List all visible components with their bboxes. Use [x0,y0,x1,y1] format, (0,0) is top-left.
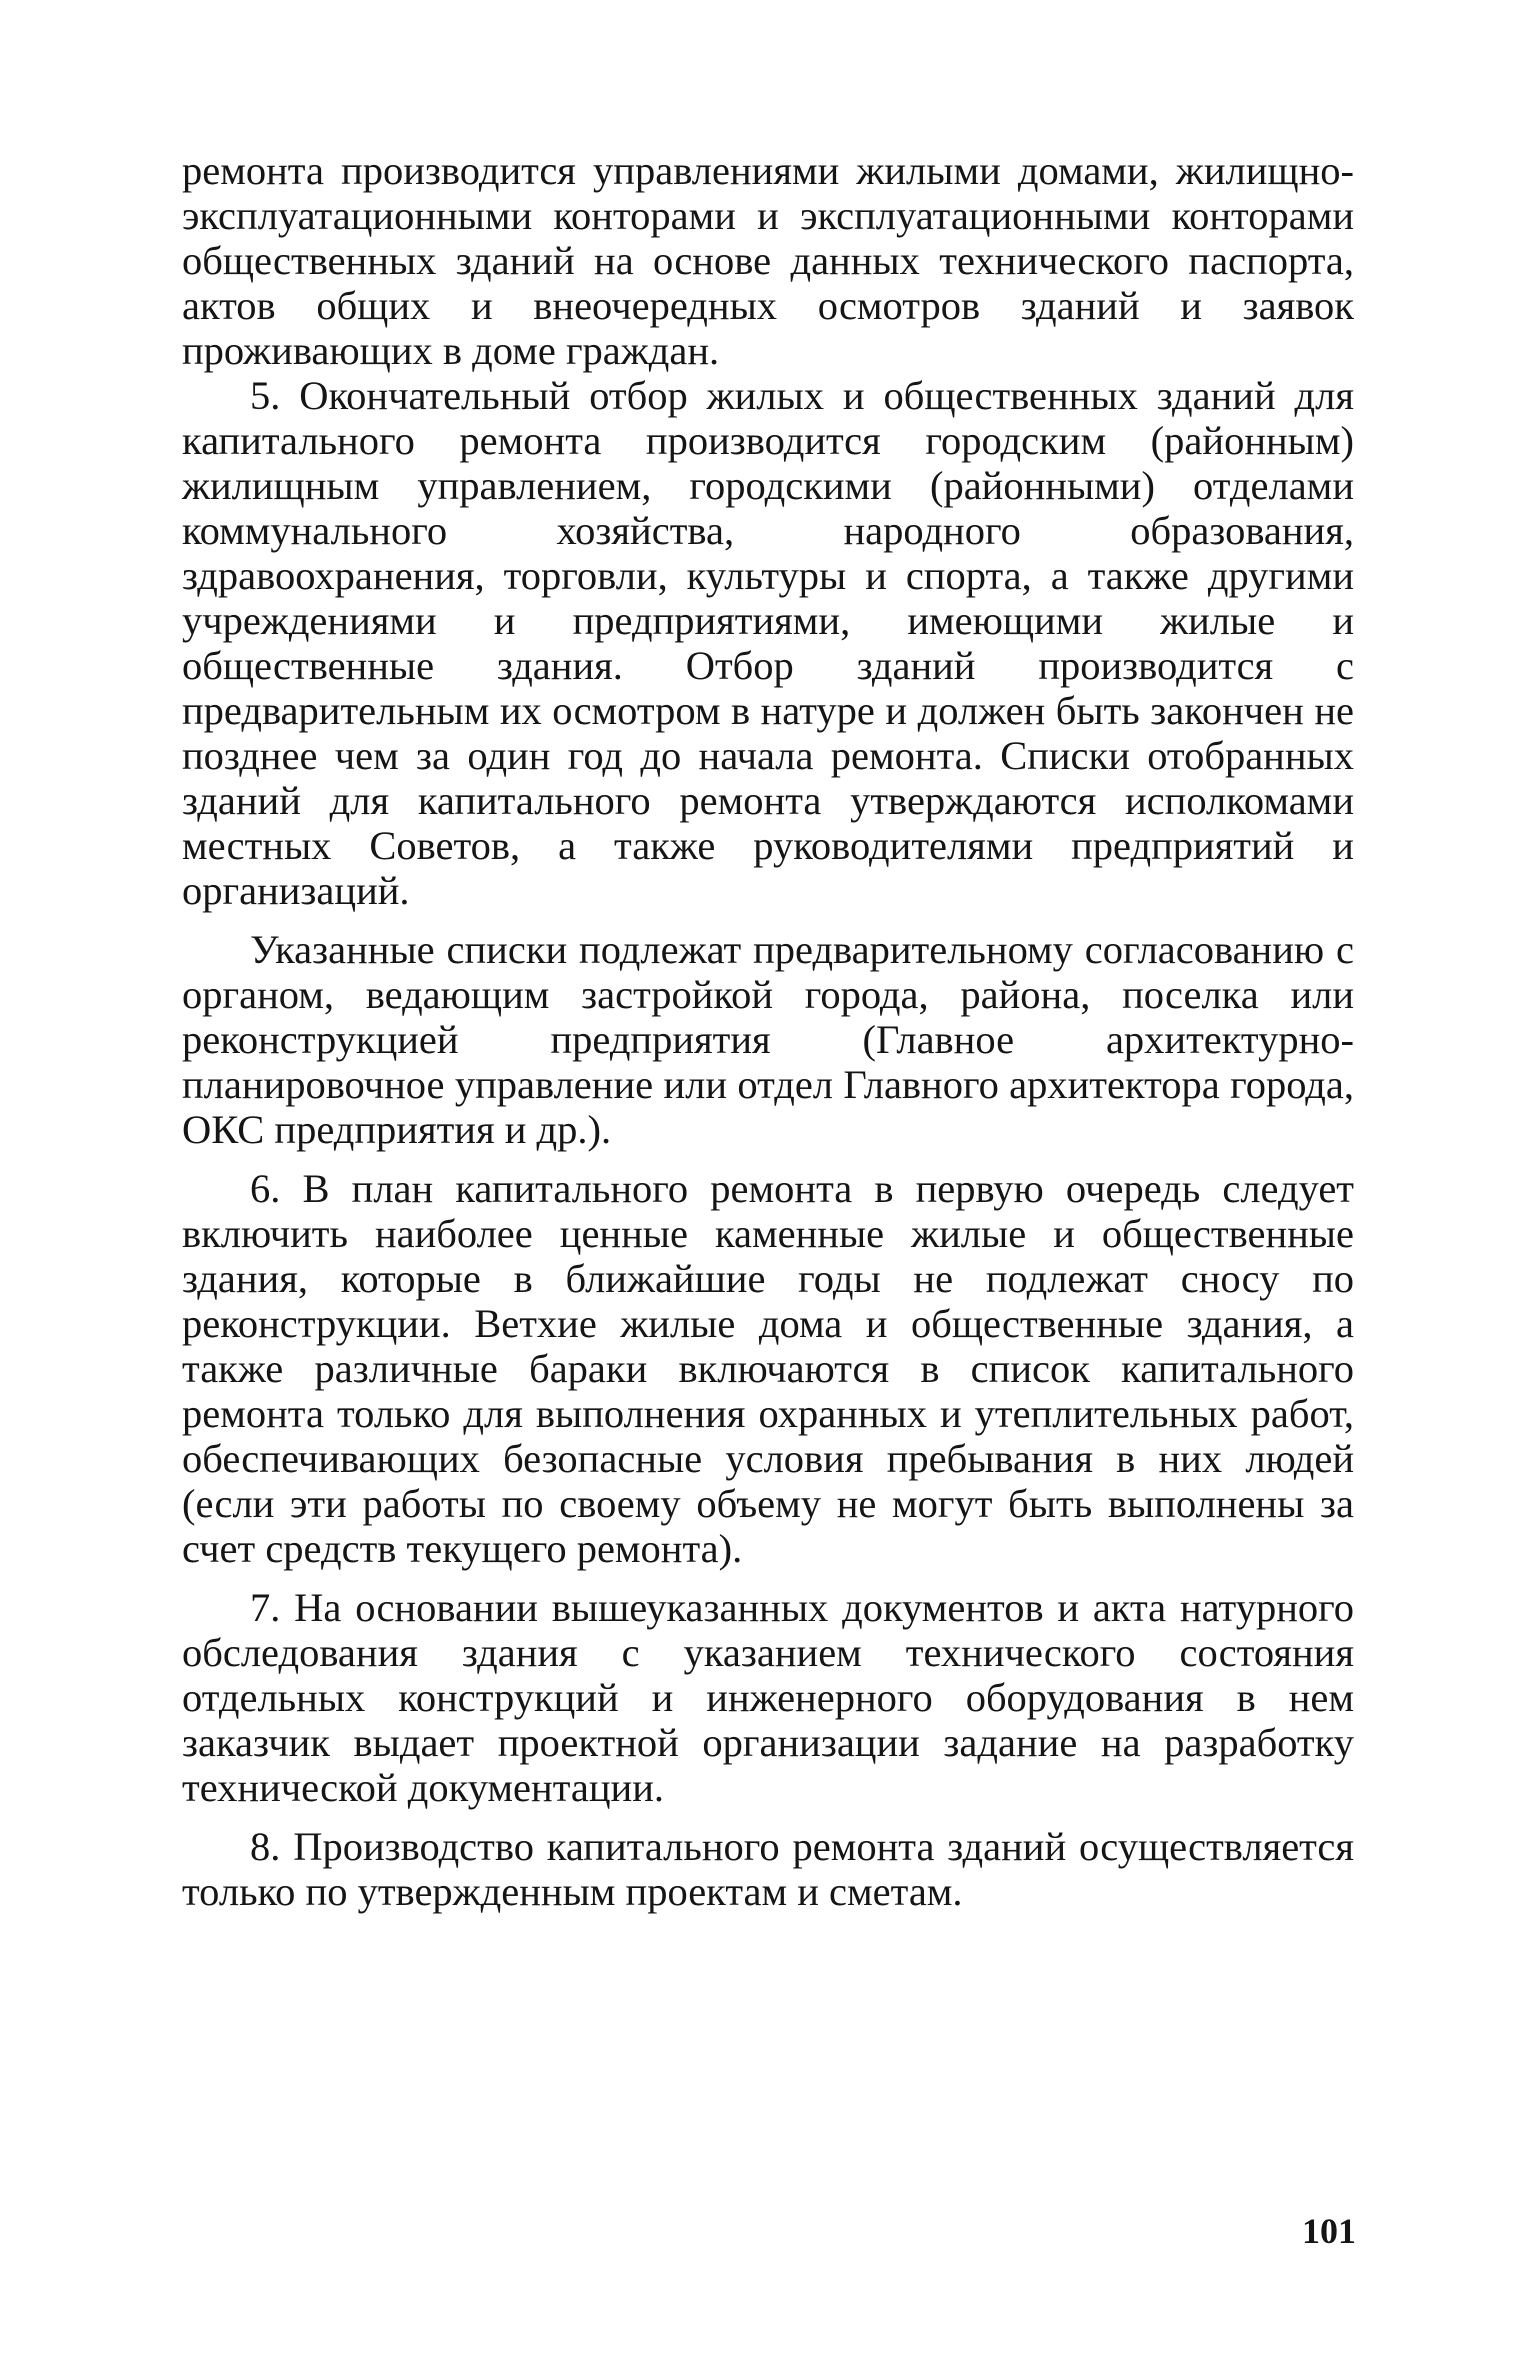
paragraph-8: 8. Производство капитального ремонта зданий осуществляется только по утвержденным проектам и сметам. [182,1824,1354,1914]
paragraph-lists-approval: Указанные списки подлежат предварительному согласованию с органом, ведающим застройкой города, района, поселка или реконструкцией предприятия (Главное архитектурно-планировочное управление или отдел Главного архитектора города, ОКС предприятия и др.). [182,927,1354,1152]
page-number: 101 [1302,2211,1356,2251]
paragraph-7: 7. На основании вышеуказанных документов и акта натурного обследования здания с указанием технического состояния отдельных конструкций и инженерного оборудования в нем заказчик выдает проектной организации задание на разработку технической документации. [182,1585,1354,1810]
paragraph-6: 6. В план капитального ремонта в первую очередь следует включить наиболее ценные каменные жилые и общественные здания, которые в ближайшие годы не подлежат сносу по реконструкции. Ветхие жилые дома и общественные здания, а также различные бараки включаются в список капитального ремонта только для выполнения охранных и утеплительных работ, обеспечивающих безопасные условия пребывания в них людей (если эти работы по своему объему не могут быть выполнены за счет средств текущего ремонта). [182,1166,1354,1571]
page-body [182,148,1354,1914]
paragraph-5: 5. Окончательный отбор жилых и общественных зданий для капитального ремонта производится городским (районным) жилищным управлением, городскими (районными) отделами коммунального хозяйства, народного образования, здравоохранения, торговли, культуры и спорта, а также другими учреждениями и предприятиями, имеющими жилые и общественные здания. Отбор зданий производится с предварительным их осмотром в натуре и должен быть закончен не позднее чем за один год до начала ремонта. Списки отобранных зданий для капитального ремонта утверждаются исполкомами местных Советов, а также руководителями предприятий и организаций. [182,373,1354,913]
paragraph-continuation: ремонта производится управлениями жилыми домами, жилищно-эксплуатационными конторами и эксплуатационными конторами общественных зданий на основе данных технического паспорта, актов общих и внеочередных осмотров зданий и заявок проживающих в доме граждан. [182,148,1354,373]
